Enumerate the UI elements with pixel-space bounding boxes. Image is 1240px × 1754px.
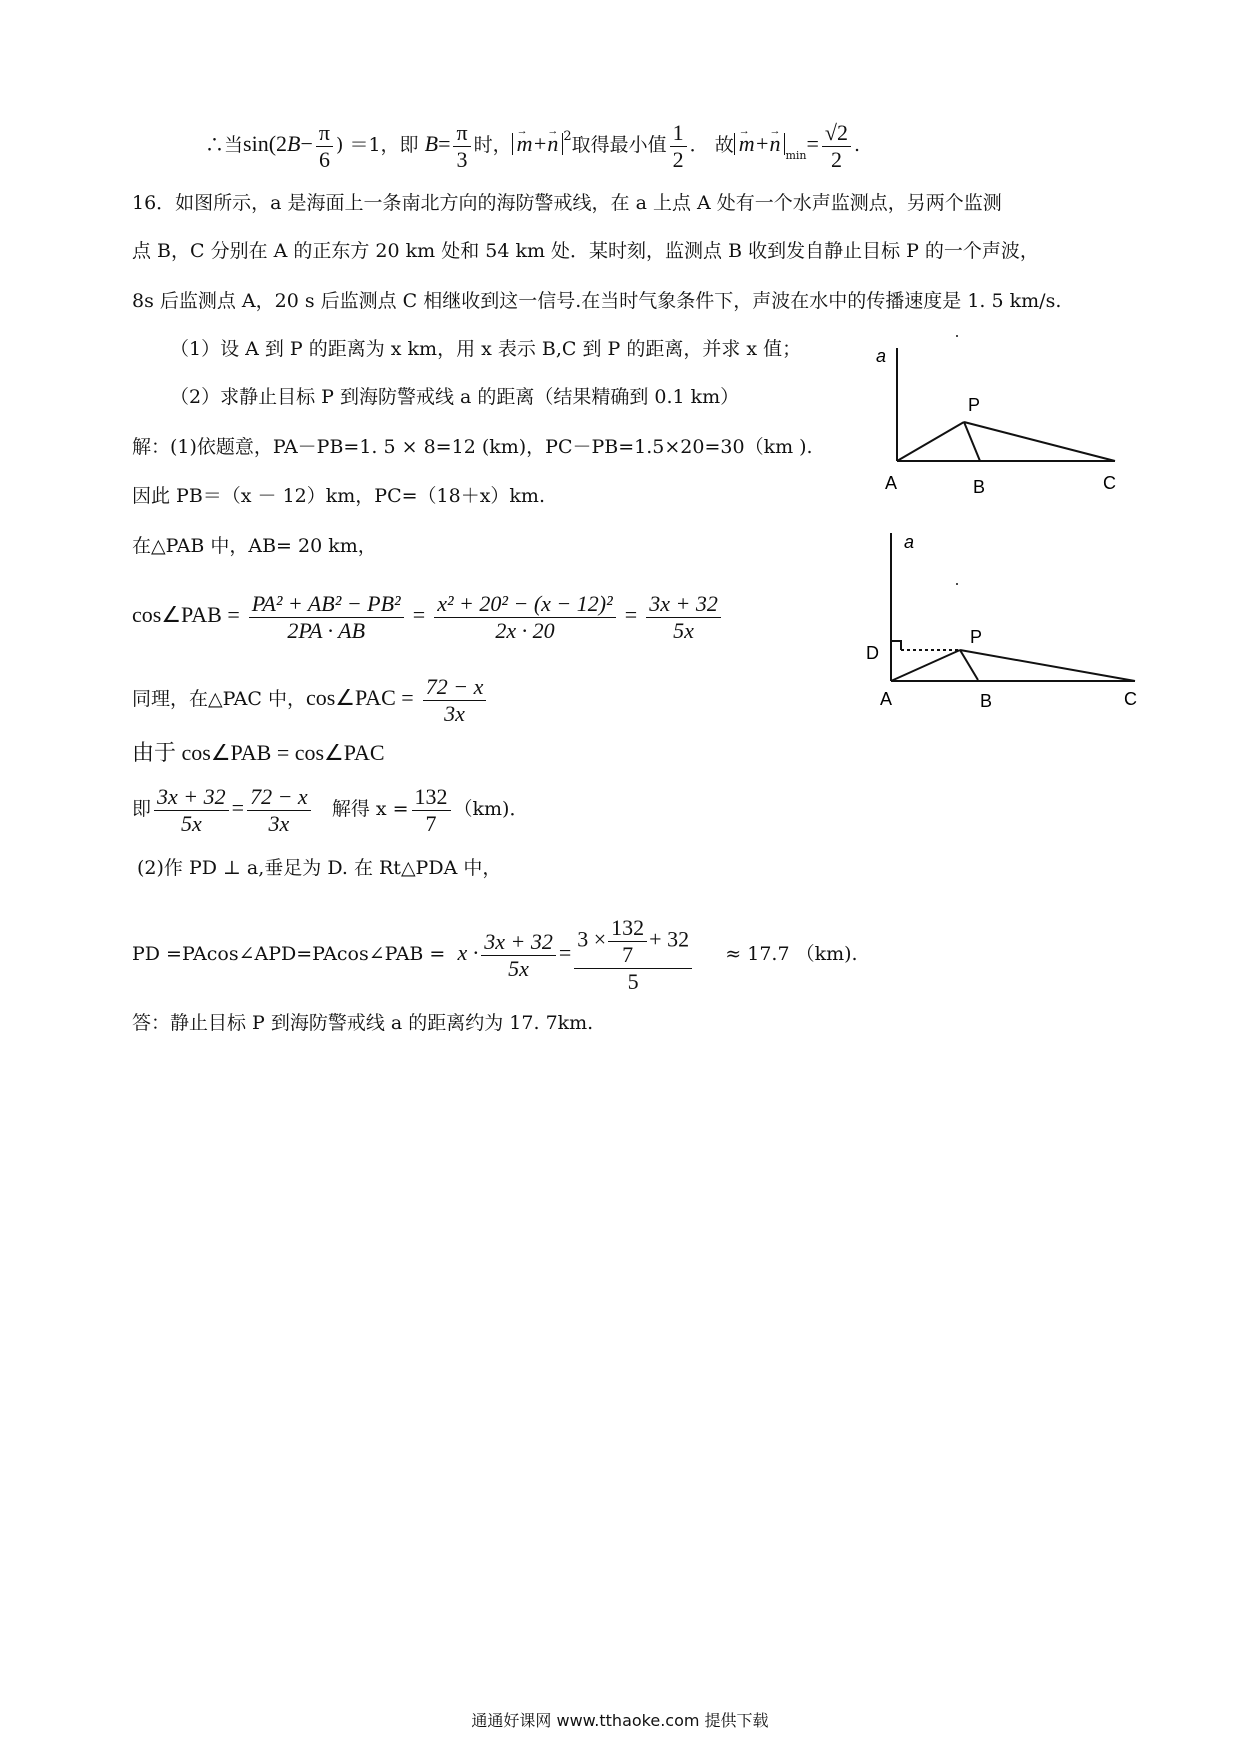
figure2-dot — [956, 583, 958, 585]
figure2-right-angle-mark — [891, 641, 901, 650]
solution-line-7: (2)作 PD ⊥ a,垂足为 D. 在 Rt△PDA 中， — [137, 857, 502, 879]
problem-line-1: 16．如图所示，a 是海面上一条南北方向的海防警戒线，在 a 上点 A 处有一个水声监测点，另两个监测 — [132, 192, 1002, 214]
cos-pac-equation: 同理，在△PAC 中，cos∠PAC = $\frac{72 - x}{3x}$ — [132, 670, 489, 727]
figure2-label-b: B — [980, 691, 993, 711]
figure2-label-p: P — [970, 627, 983, 647]
question-2: （2）求静止目标 P 到海防警戒线 a 的距离（结果精确到 0.1 km） — [170, 386, 740, 408]
cos-pab-equation: cos∠PAB = $\frac{\text{PA² + AB² − PB²}}{2PA \cdot AB}$ = $\frac{\text{x² + 20² − (x − 12)²}}{2x \cdot 20}$ = $\frac{3x + 32}{5x}$ — [132, 585, 724, 646]
figure1-line-pc — [964, 422, 1115, 461]
figure1-dot — [956, 335, 958, 337]
figure1-label-b: B — [973, 477, 986, 497]
problem-line-3: 8s 后监测点 A，20 s 后监测点 C 相继收到这一信号.在当时气象条件下，声波在水中的传播速度是 1. 5 km/s. — [132, 290, 1062, 312]
figure2-line-pc — [960, 650, 1135, 681]
solution-line-5: 由于 cos∠PAB = cos∠PAC — [132, 740, 385, 765]
figure2-label-c: C — [1124, 689, 1137, 709]
problem-line-2: 点 B，C 分别在 A 的正东方 20 km 处和 54 km 处．某时刻，监测点 B 收到发自静止目标 P 的一个声波， — [132, 240, 1039, 262]
figure1-label-p: P — [968, 395, 981, 415]
fraction-cos-pac: $\frac{72 - x}{3x}$ — [423, 674, 487, 727]
equation-solve-x: 即 $\frac{3x + 32}{5x}$ = $\frac{72 - x}{3x}$ 解得 x = $\frac{132}{7}$ （km)． — [132, 783, 529, 836]
fraction-sqrt2-over-2: $\frac{√2}{2}$ — [822, 120, 851, 173]
figure1-label-c: C — [1103, 473, 1116, 493]
fraction-right: $\frac{72 - x}{3x}$ — [247, 784, 311, 837]
answer-line: 答：静止目标 P 到海防警戒线 a 的距离约为 17. 7km. — [132, 1012, 594, 1034]
figure1-line-pb — [964, 422, 980, 461]
vector-norm: → m+→ n — [512, 133, 564, 155]
figure1-line-ap — [897, 422, 964, 461]
figure2-label-d: D — [866, 643, 879, 663]
formula-line-1: ∴当sin(2B− $\frac{\pi}{6}$ ) ＝1，即 B= $\frac{\pi}{3}$ 时，→ m+→ n $^2$取得最小值 $\frac{1}{2}$ ． 故→ m+→ n $_{min}$= $\frac{√2}{2}$ . — [205, 112, 860, 181]
fraction-law-of-cosines: $\frac{\text{PA² + AB² − PB²}}{2PA \cdot AB}$ — [249, 591, 404, 644]
figure2-label-a: a — [904, 532, 915, 552]
figure2-line-ap — [891, 650, 960, 681]
page-footer: 通通好课网 www.tthaoke.com 提供下载 — [471, 1711, 769, 1730]
fraction-pd-1: $\frac{3x + 32}{5x}$ — [481, 929, 556, 982]
vector-norm-2: → m+→ n — [734, 133, 786, 155]
question-1: （1）设 A 到 P 的距离为 x km，用 x 表示 B,C 到 P 的距离，并求 x 值； — [170, 338, 802, 360]
fraction-one-half: $\frac{1}{2}$ — [670, 120, 687, 173]
figure2-line-pb — [960, 650, 978, 680]
figure2-label-a-point: A — [880, 689, 893, 709]
fraction-left: $\frac{3x + 32}{5x}$ — [154, 784, 229, 837]
fraction-simplified: $\frac{3x + 32}{5x}$ — [646, 591, 721, 644]
solution-line-3: 在△PAB 中，AB= 20 km， — [132, 535, 377, 557]
fraction-pi-6: $\frac{\pi}{6}$ — [316, 120, 333, 173]
therefore-symbol: ∴ — [205, 134, 225, 156]
fraction-pi-3: $\frac{\pi}{3}$ — [453, 120, 470, 173]
fraction-pd-2: 3 × $\frac{132}{7}$ + 32 5 — [574, 915, 692, 995]
figure1-label-a: a — [876, 346, 887, 366]
fraction-substituted: $\frac{\text{x² + 20² − (x − 12)²}}{2x \cdot 20}$ — [434, 591, 616, 644]
figure1-label-a-point: A — [885, 473, 898, 493]
solution-line-1: 解：(1)依题意，PA－PB=1. 5 × 8=12 (km)，PC－PB=1.5×20=30（km ). — [132, 436, 813, 458]
pd-equation: PD =PAcos∠APD=PAcos∠PAB = x · $\frac{3x + 32}{5x}$ = 3 × $\frac{132}{7}$ + 32 5 ≈ 17.7 （km). — [132, 915, 858, 994]
solution-line-2: 因此 PB＝（x － 12）km，PC=（18＋x）km. — [132, 485, 545, 507]
fraction-inner: $\frac{132}{7}$ — [608, 915, 647, 968]
fraction-x-value: $\frac{132}{7}$ — [412, 784, 451, 837]
